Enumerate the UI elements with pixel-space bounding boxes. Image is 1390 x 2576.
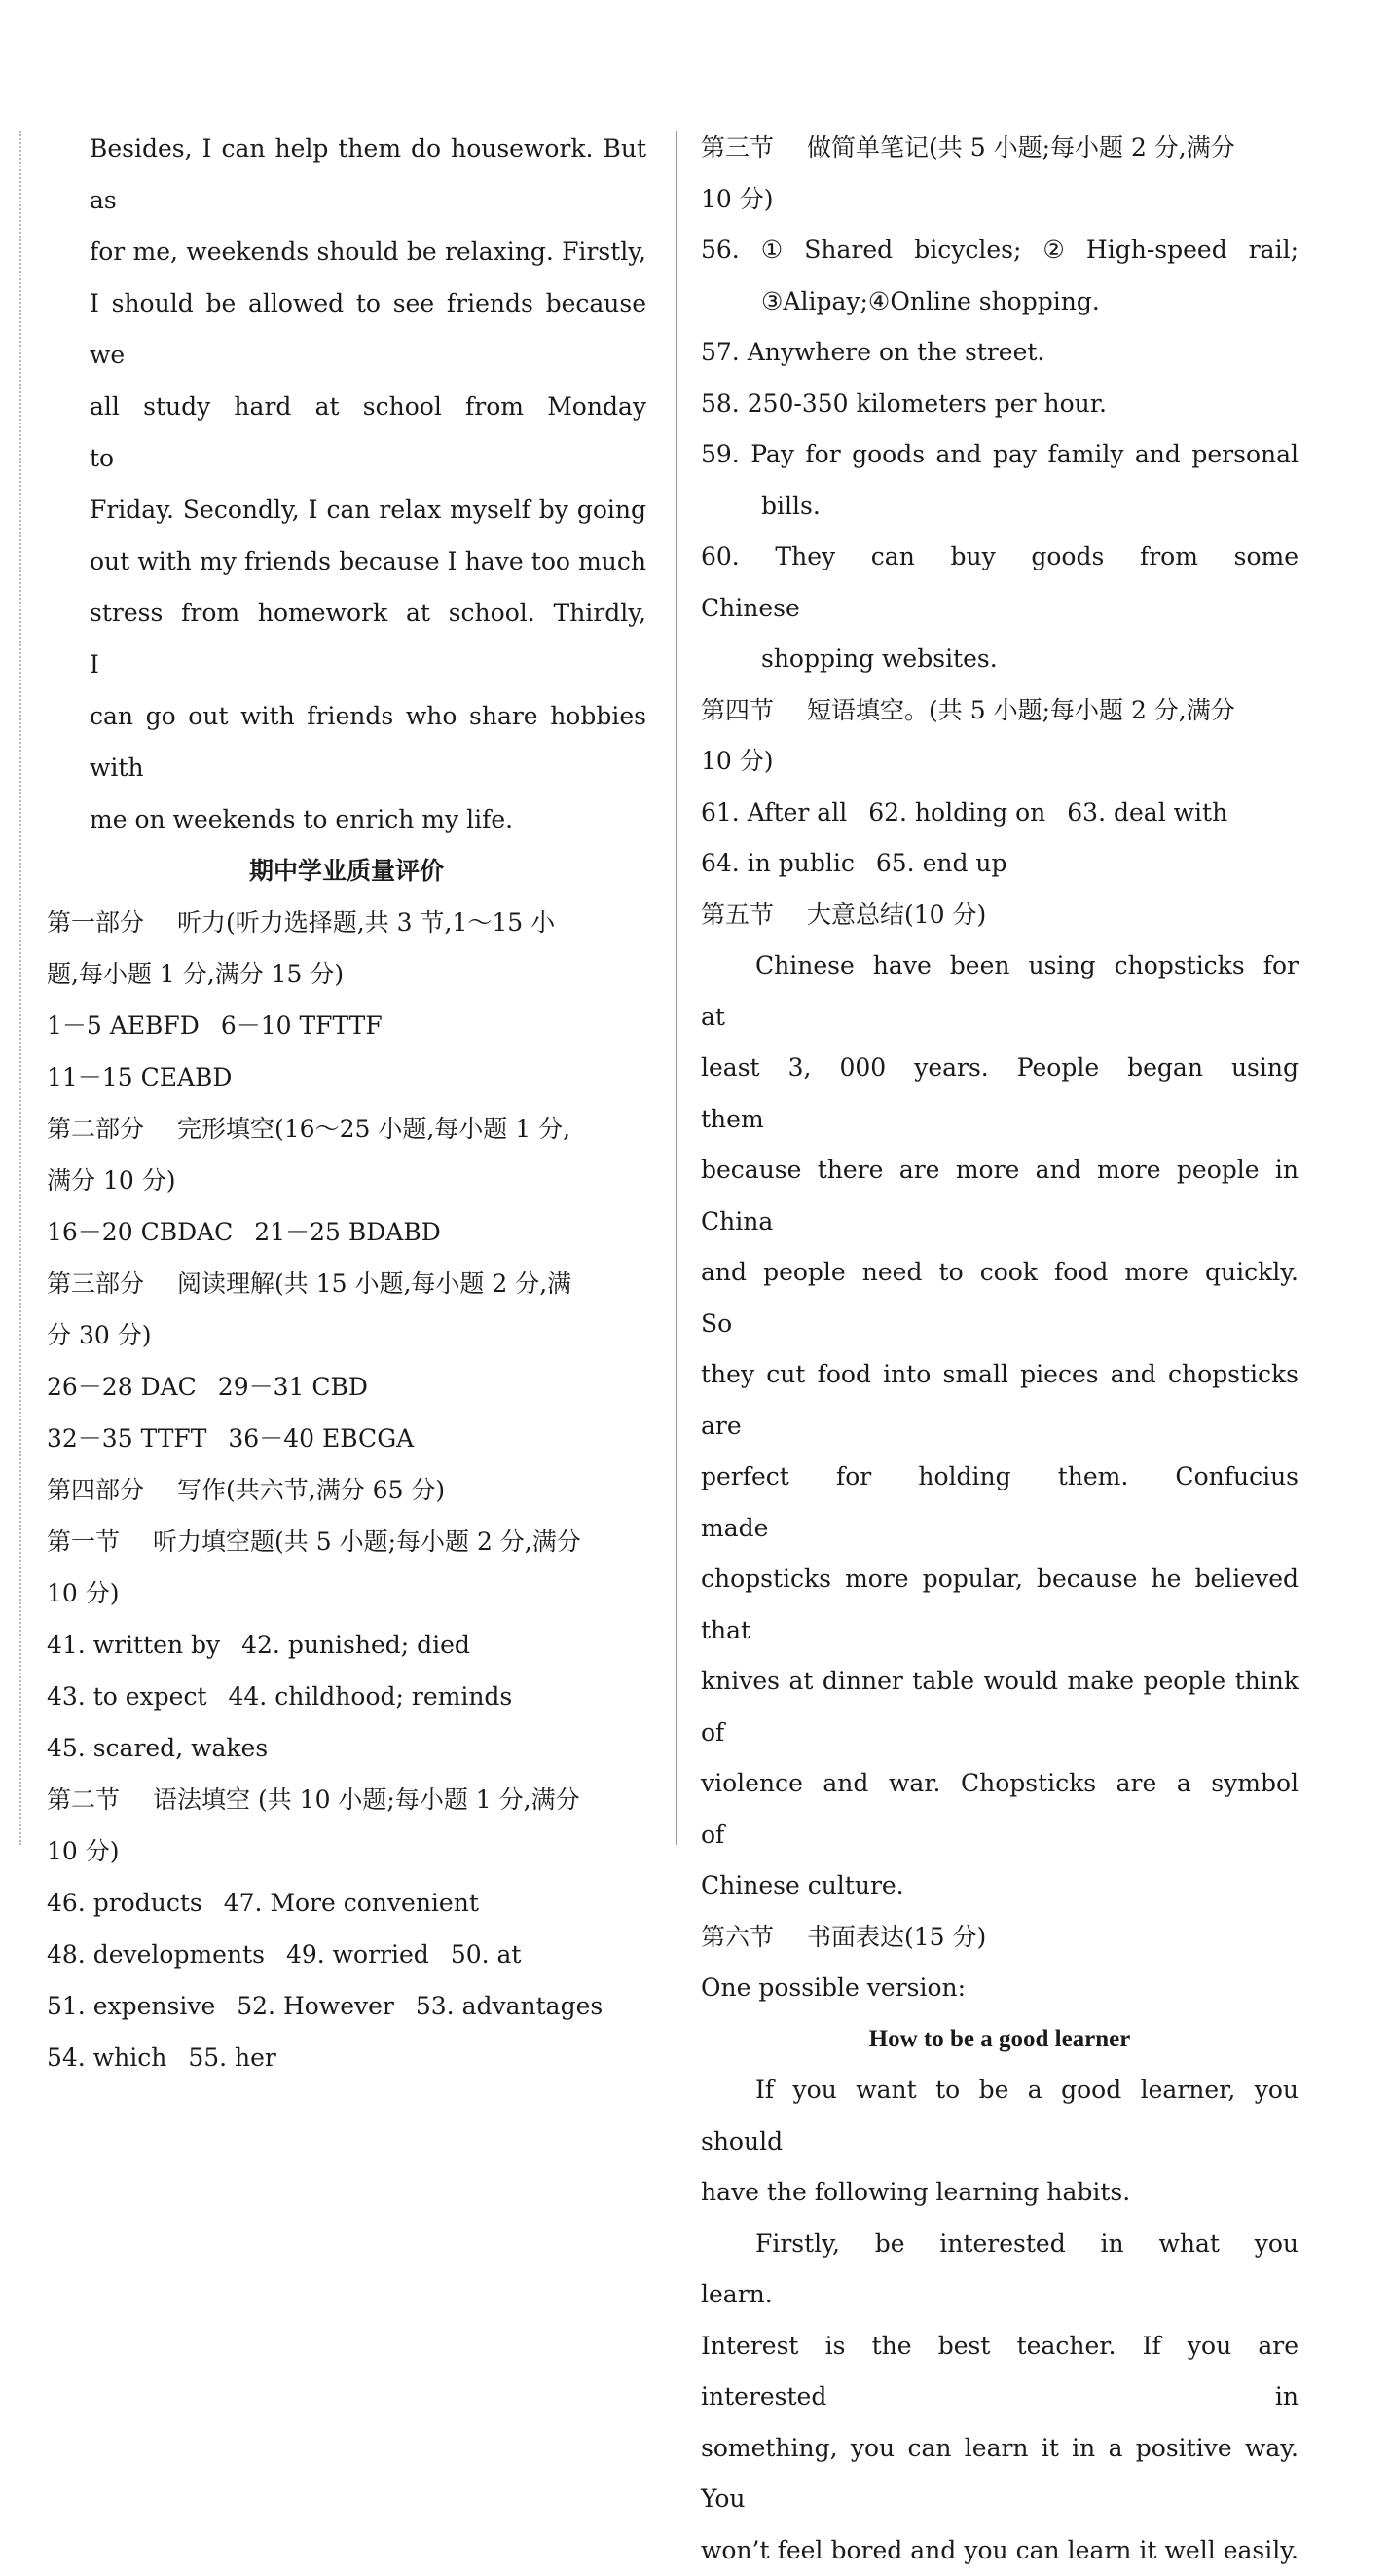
answer-line: 60. They can buy goods from some Chinese: [701, 532, 1299, 634]
essay-line: Friday. Secondly, I can relax myself by going: [90, 484, 646, 535]
part-heading: [47, 1258, 646, 1309]
answer-line: [47, 1671, 646, 1722]
section-desc: 听力填空题(共 5 小题;每小题 2 分,满分: [153, 1527, 581, 1556]
essay-line: stress from homework at school. Thirdly, I: [90, 587, 646, 690]
essay-line: I should be allowed to see friends because we: [90, 277, 646, 381]
summary-line: least 3, 000 years. People began using them: [701, 1043, 1299, 1145]
section-desc-cont: 10 分): [701, 174, 1299, 226]
answer: 42. punished; died: [241, 1631, 470, 1659]
answer-line-cont: ③Alipay;④Online shopping.: [701, 276, 1299, 328]
summary-line: Chinese culture.: [701, 1860, 1299, 1912]
answer: 1－5 AEBFD: [47, 1012, 200, 1040]
answer: 63. deal with: [1067, 798, 1227, 827]
essay-line: me on weekends to enrich my life.: [90, 793, 646, 845]
answer-line: 56. ① Shared bicycles; ② High-speed rail;: [701, 225, 1299, 276]
answer-line: [47, 1361, 646, 1413]
answer-line: 59. Pay for goods and pay family and personal: [701, 429, 1299, 481]
section-label: 第六节: [701, 1923, 774, 1951]
answer-line-cont: shopping websites.: [701, 634, 1299, 685]
answer: 47. More convenient: [224, 1889, 479, 1917]
essay-line: Interest is the best teacher. If you are interested in: [701, 2321, 1299, 2423]
part-heading: [47, 1464, 646, 1516]
part-heading: [47, 897, 646, 948]
part-heading: [47, 1103, 646, 1155]
answer-line: 45. scared, wakes: [47, 1722, 646, 1774]
essay-continuation: [47, 123, 646, 845]
section-label: 第二节: [47, 1785, 120, 1814]
section-desc: 大意总结(10 分): [807, 901, 986, 929]
answer-line: [47, 1929, 646, 1980]
answer: 54. which: [47, 2043, 166, 2072]
answer-line: [47, 1000, 646, 1051]
section-desc-cont: 10 分): [47, 1567, 646, 1619]
answer: 36－40 EBCGA: [228, 1424, 414, 1453]
answer-line: 11－15 CEABD: [47, 1051, 646, 1103]
summary-line: they cut food into small pieces and chopsticks are: [701, 1349, 1299, 1452]
answer: 53. advantages: [416, 1992, 603, 2020]
answer: 41. written by: [47, 1631, 220, 1659]
essay-line: If you want to be a good learner, you should: [701, 2065, 1299, 2167]
summary-line: knives at dinner table would make people think of: [701, 1656, 1299, 1758]
section-label: 第三节: [701, 133, 774, 162]
part-desc: 听力(听力选择题,共 3 节,1～15 小: [177, 908, 555, 937]
answer: 55. her: [188, 2043, 276, 2072]
summary-paragraph: [701, 940, 1299, 1912]
summary-line: Chinese have been using chopsticks for at: [701, 940, 1299, 1043]
answer: 62. holding on: [868, 798, 1045, 827]
section-heading: [701, 123, 1299, 174]
answer: 52. However: [237, 1992, 394, 2020]
answer: 61. After all: [701, 798, 847, 827]
essay-line: have the following learning habits.: [701, 2167, 1299, 2219]
answer: 48. developments: [47, 1940, 265, 1969]
answer: 64. in public: [701, 849, 855, 877]
section-desc: 语法填空 (共 10 小题;每小题 1 分,满分: [153, 1785, 580, 1814]
answer-line: [47, 1980, 646, 2032]
right-column: [701, 123, 1299, 2576]
essay-line: out with my friends because I have too much: [90, 535, 646, 587]
answer: 44. childhood; reminds: [229, 1682, 513, 1711]
part-label: 第三部分: [47, 1270, 144, 1298]
part-label: 第二部分: [47, 1115, 144, 1143]
answer-line: [47, 1413, 646, 1464]
answer: 21－25 BDABD: [254, 1218, 440, 1246]
answer: 26－28 DAC: [47, 1373, 197, 1401]
answer: 6－10 TFTTF: [221, 1012, 383, 1040]
section-heading: [701, 685, 1299, 737]
answer: 16－20 CBDAC: [47, 1218, 233, 1246]
answer: 49. worried: [286, 1940, 429, 1969]
answer: 29－31 CBD: [218, 1373, 368, 1401]
summary-line: and people need to cook food more quickly. So: [701, 1247, 1299, 1349]
summary-line: perfect for holding them. Confucius made: [701, 1452, 1299, 1554]
version-label: One possible version:: [701, 1963, 1299, 2014]
answer: 65. end up: [876, 849, 1007, 877]
answer: 43. to expect: [47, 1682, 207, 1711]
essay-line: Besides, I can help them do housework. But as: [90, 123, 646, 226]
section-label: 第一节: [47, 1527, 120, 1556]
binding-margin-rule: [19, 131, 21, 1845]
essay-line: Firstly, be interested in what you learn.: [701, 2219, 1299, 2321]
section-desc: 做简单笔记(共 5 小题;每小题 2 分,满分: [807, 133, 1235, 162]
answer-line: [47, 1619, 646, 1671]
answer-line: [47, 1206, 646, 1258]
answer-line: [701, 788, 1299, 839]
answer: 51. expensive: [47, 1992, 215, 2020]
essay-line: for me, weekends should be relaxing. Firstly,: [90, 226, 646, 277]
part-label: 第一部分: [47, 908, 144, 937]
part-desc-cont: 满分 10 分): [47, 1155, 646, 1206]
section-desc-cont: 10 分): [47, 1825, 646, 1877]
section-heading: [47, 1774, 646, 1825]
answer-line: 58. 250-350 kilometers per hour.: [701, 379, 1299, 430]
section-heading: [701, 890, 1299, 941]
answer: 32－35 TTFT: [47, 1424, 206, 1453]
part-desc-cont: 题,每小题 1 分,满分 15 分): [47, 948, 646, 1000]
essay-title: How to be a good learner: [701, 2014, 1299, 2066]
answer-line: [47, 2032, 646, 2083]
essay-line: can go out with friends who share hobbies with: [90, 690, 646, 793]
left-column: [47, 123, 646, 2083]
answer-line: [701, 838, 1299, 890]
summary-line: violence and war. Chopsticks are a symbol of: [701, 1758, 1299, 1860]
essay-line: won’t feel bored and you can learn it well easily.: [701, 2525, 1299, 2576]
summary-line: because there are more and more people in China: [701, 1145, 1299, 1247]
section-desc: 短语填空。(共 5 小题;每小题 2 分,满分: [807, 696, 1235, 724]
section-desc-cont: 10 分): [701, 736, 1299, 788]
answer-line: 57. Anywhere on the street.: [701, 327, 1299, 379]
part-desc: 完形填空(16～25 小题,每小题 1 分,: [177, 1115, 570, 1143]
section-desc: 书面表达(15 分): [807, 1923, 986, 1951]
answer: 46. products: [47, 1889, 202, 1917]
part-label: 第四部分: [47, 1476, 144, 1504]
exam-title: 期中学业质量评价: [47, 845, 646, 897]
section-label: 第五节: [701, 901, 774, 929]
part-desc: 阅读理解(共 15 小题,每小题 2 分,满: [177, 1270, 571, 1298]
section-heading: [701, 1912, 1299, 1964]
answer-line-cont: bills.: [701, 481, 1299, 533]
essay-line: all study hard at school from Monday to: [90, 381, 646, 484]
answer-line: [47, 1877, 646, 1929]
answer: 50. at: [451, 1940, 522, 1969]
section-heading: [47, 1516, 646, 1567]
section-label: 第四节: [701, 696, 774, 724]
summary-line: chopsticks more popular, because he believed that: [701, 1554, 1299, 1656]
essay-line: something, you can learn it in a positive way. You: [701, 2423, 1299, 2525]
part-desc-cont: 分 30 分): [47, 1309, 646, 1361]
column-divider: [676, 131, 677, 1845]
part-desc: 写作(共六节,满分 65 分): [177, 1476, 445, 1504]
